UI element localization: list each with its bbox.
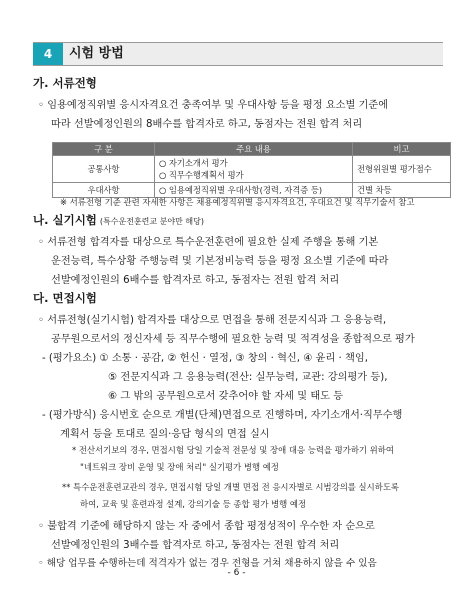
text-line: ⑤ 전문지식과 그 응용능력(전산: 실무능력, 교관: 강의평가 등), xyxy=(108,372,388,383)
text-line: 선발예정인원의 3배수를 합격자로 하고, 동점자는 전원 합격 처리 xyxy=(51,540,340,551)
table-header-cell: 구 분 xyxy=(53,143,155,156)
cell-line: ○ 자기소개서 평가 xyxy=(159,158,228,168)
section-number: 4 xyxy=(33,43,63,65)
table-cell: 우대사항 xyxy=(53,183,155,198)
text-line: 선발예정인원의 6배수를 합격자로 하고, 동점자는 전원 합격 처리 xyxy=(51,275,340,286)
text-line: 따라 선발예정인원의 8배수를 합격자로 하고, 동점자는 전원 합격 처리 xyxy=(51,119,363,130)
table-header-cell: 주요 내용 xyxy=(155,143,353,156)
heading-note: (특수운전훈련교 분야만 해당) xyxy=(99,217,204,226)
text-line: 계획서 등을 토대로 질의·응답 형식의 면접 실시 xyxy=(60,429,270,440)
note-line: 하여, 교육 및 훈련과정 설계, 강의기술 등 종합 평가 병행 예정 xyxy=(80,499,307,509)
table-cell: 건별 차등 xyxy=(353,183,451,198)
text-line: ◦ 불합격 기준에 해당하지 않는 자 중에서 종합 평정성적이 우수한 자 순으로 xyxy=(38,521,375,532)
text-line: ◦ 임용예정직위별 응시자격요건 충족여부 및 우대사항 등을 평정 요소별 기준에 xyxy=(38,100,389,111)
table-row xyxy=(53,156,451,183)
text-line: 공무원으로서의 정신자세 등 직무수행에 필요한 능력 및 적격성을 종합적으로 평가 xyxy=(51,334,415,345)
criteria-table xyxy=(52,142,451,198)
section-header xyxy=(33,42,443,66)
text-line: 운전능력, 특수상황 주행능력 및 기본정비능력 등을 평정 요소별 기준에 따라 xyxy=(51,256,389,267)
table-cell: 공통사항 xyxy=(53,156,155,183)
heading-text: 나. 실기시험 xyxy=(33,213,97,227)
note-line: ** 특수운전훈련교관의 경우, 면접시험 당일 개별 면접 전 응시자별로 시범강의를 실시하도록 xyxy=(62,482,399,492)
text-line: ⑥ 그 밖의 공무원으로서 갖추어야 할 자세 및 태도 등 xyxy=(108,391,344,402)
heading-practical-test xyxy=(33,212,204,228)
footnote: ※ 서류전형 기준 관련 자세한 사항은 채용예정직위별 응시자격요건, 우대요건 및 직무기술서 참고 xyxy=(60,197,415,207)
text-line: ◦ 서류전형 합격자를 대상으로 특수운전훈련에 필요한 실제 주행을 통해 기본 xyxy=(38,237,379,248)
heading-document-screening: 가. 서류전형 xyxy=(33,76,97,90)
cell-line: ○ 직무수행계획서 평가 xyxy=(159,170,244,180)
table-header-row xyxy=(53,143,451,156)
text-line: - (평가요소) ① 소통 · 공감, ② 헌신 · 열정, ③ 창의 · 혁신, ④ 윤리 · 책임, xyxy=(42,353,368,364)
table-cell xyxy=(155,156,353,183)
heading-interview: 다. 면접시험 xyxy=(33,291,97,305)
note-line: "네트워크 장비 운영 및 장애 처리" 실기평가 병행 예정 xyxy=(80,462,279,472)
table-cell: ○ 임용예정직위별 우대사항(경력, 자격증 등) xyxy=(155,183,353,198)
section-title: 시험 방법 xyxy=(69,46,124,61)
text-line: - (평가방식) 응시번호 순으로 개별(단체)면접으로 진행하며, 자기소개서·직무수행 xyxy=(42,410,403,421)
text-line: ◦ 해당 업무를 수행하는데 적격자가 없는 경우 전형을 거쳐 채용하지 않을 수 있음 xyxy=(38,558,377,569)
note-line: * 전산서기보의 경우, 면접시험 당일 기술적 전문성 및 장애 대응 능력을 평가하기 위하여 xyxy=(72,445,394,455)
table-header-cell: 비고 xyxy=(353,143,451,156)
text-line: ◦ 서류전형(실기시험) 합격자를 대상으로 면접을 통해 전문지식과 그 응용능력, xyxy=(38,315,387,326)
page-number: - 6 - xyxy=(227,568,246,578)
table-cell: 전형위원별 평가점수 xyxy=(353,156,451,183)
